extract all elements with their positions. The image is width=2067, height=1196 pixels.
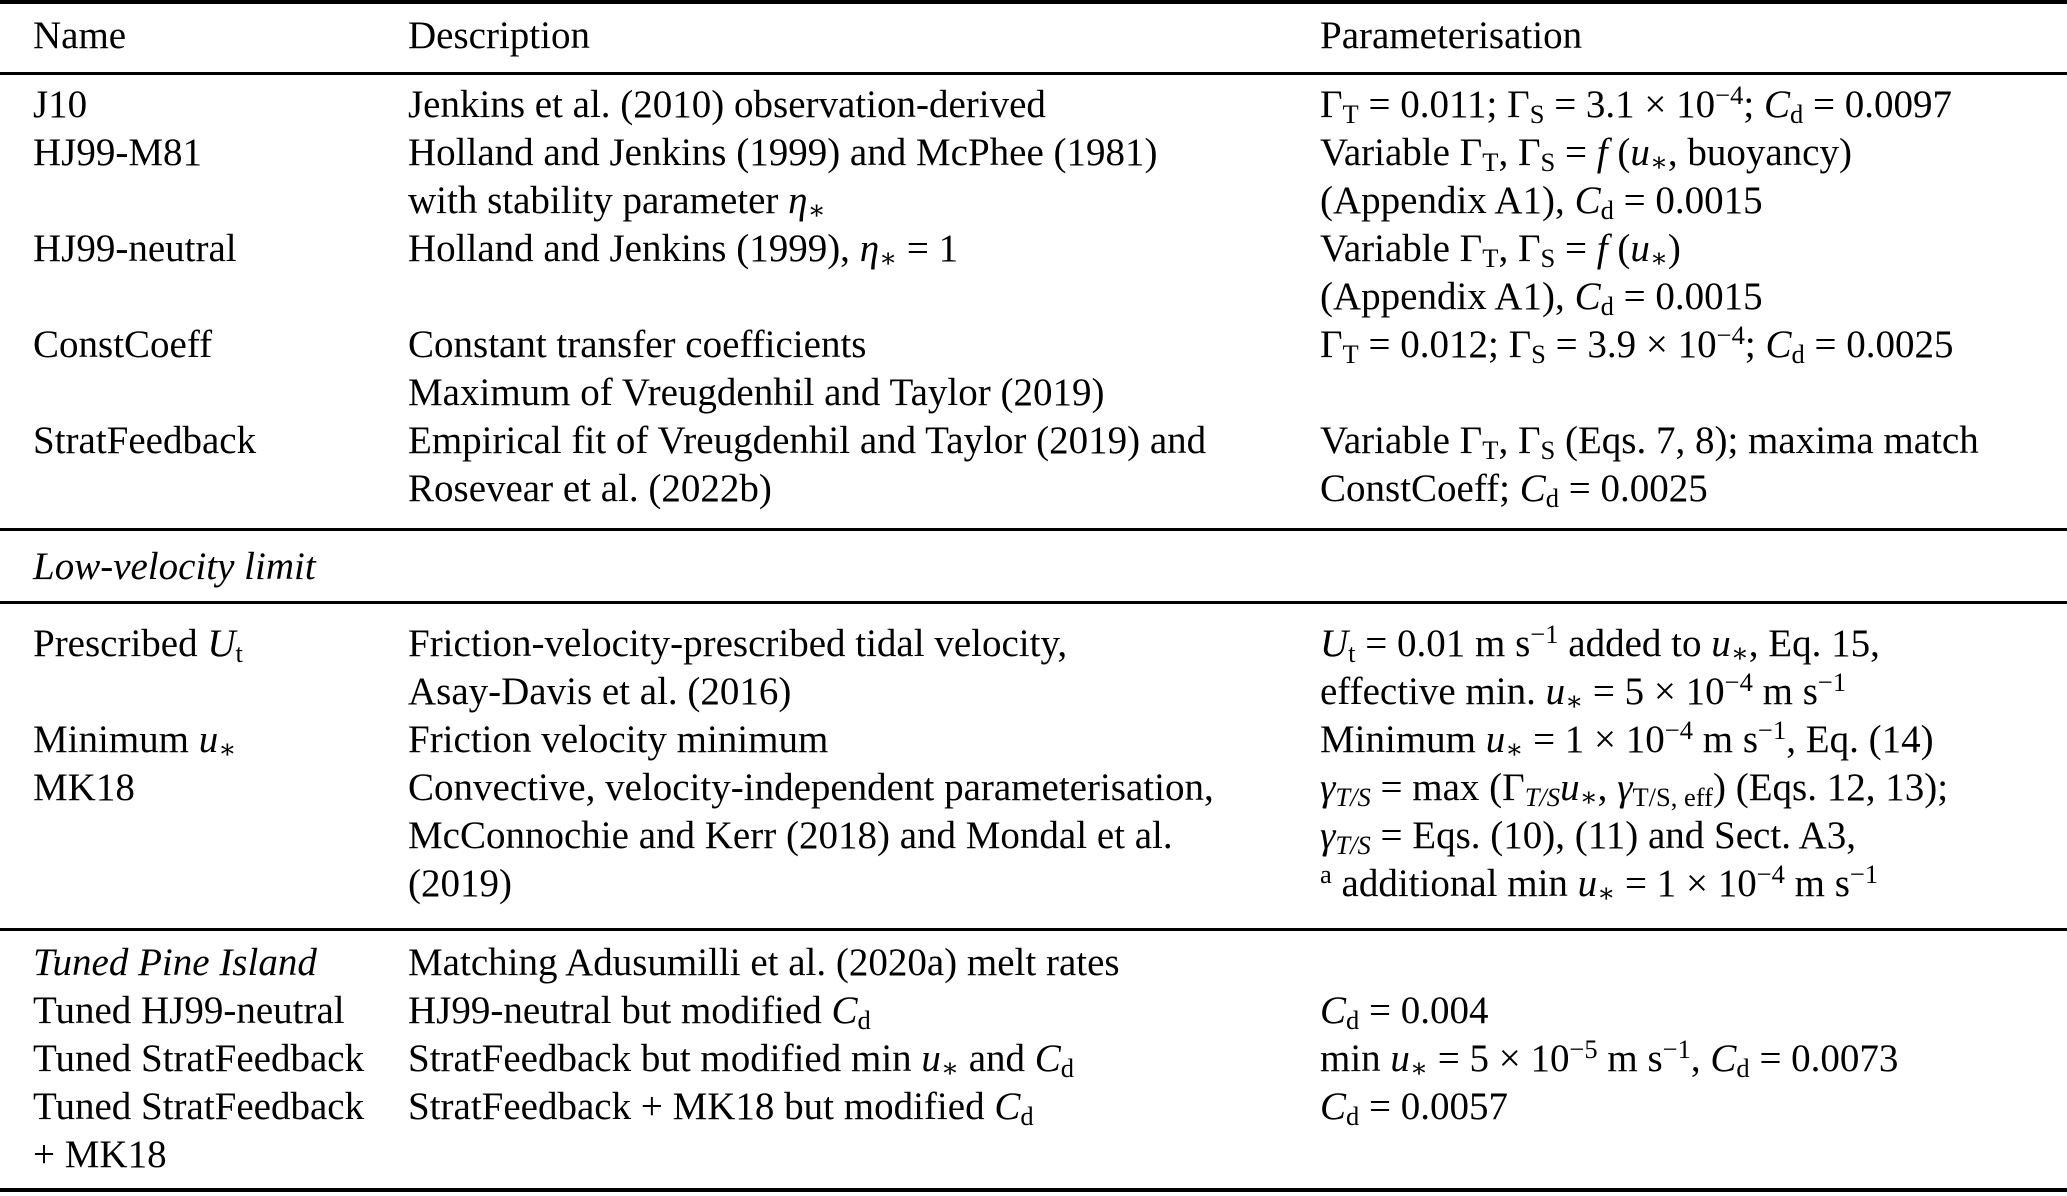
- table-row: [0, 1083, 2067, 1131]
- cell-name: Tuned StratFeedback: [33, 1037, 365, 1080]
- cell-name: Tuned StratFeedback: [33, 1085, 365, 1128]
- table-row: [0, 129, 2067, 177]
- cell-parameterisation: (Appendix A1), $C_d = 0.0015$: [1320, 179, 1763, 225]
- table-row: [0, 81, 2067, 129]
- cell-name: Prescribed $U_t$: [33, 622, 243, 668]
- cell-description: Convective, velocity-independent parameterisation,: [408, 766, 1214, 809]
- cell-parameterisation: Minimum $u_∗ = 1 \times 10^{-4}$ m $s^{-1}$, Eq. (14): [1320, 714, 1934, 764]
- cell-name: MK18: [33, 766, 135, 809]
- cell-parameterisation: $C_d = 0.0057$: [1320, 1085, 1509, 1131]
- cell-description: StratFeedback + MK18 but modified $C_d$: [408, 1085, 1034, 1131]
- table-row: [0, 225, 2067, 273]
- cell-parameterisation: ConstCoeff; $C_d = 0.0025$: [1320, 467, 1708, 513]
- cell-name: [33, 369, 408, 417]
- table-row: [0, 417, 2067, 465]
- table-row: [0, 987, 2067, 1035]
- cell-name: [33, 812, 408, 860]
- cell-description: Holland and Jenkins (1999), $\eta_∗ = 1$: [408, 227, 959, 273]
- table-row: [0, 1035, 2067, 1083]
- table-row: [0, 369, 2067, 417]
- cell-description: [408, 1131, 1320, 1179]
- cell-parameterisation: $\Gamma_T = 0.012$; $\Gamma_S = 3.9 \times 10^{-4}$; $C_d = 0.0025$: [1320, 319, 1954, 369]
- cell-description: Rosevear et al. (2022b): [408, 467, 772, 510]
- table-row: [0, 620, 2067, 668]
- cell-parameterisation: $\Gamma_T = 0.011$; $\Gamma_S = 3.1 \times 10^{-4}$; $C_d = 0.0097$: [1320, 79, 1953, 129]
- cell-parameterisation: [1320, 939, 2067, 987]
- table-row: [0, 321, 2067, 369]
- table-row: [0, 939, 2067, 987]
- column-header-name: Name: [33, 14, 127, 57]
- cell-description: Friction velocity minimum: [408, 718, 829, 761]
- cell-name: Tuned Pine Island: [33, 941, 317, 984]
- cell-name: HJ99-neutral: [33, 227, 237, 270]
- cell-description: Jenkins et al. (2010) observation-derived: [408, 83, 1046, 126]
- cell-name: [33, 465, 408, 513]
- section-heading-low-velocity-limit: Low-velocity limit: [33, 545, 316, 588]
- cell-description: (2019): [408, 862, 512, 905]
- cell-description: with stability parameter $\eta_∗$: [408, 179, 826, 225]
- cell-parameterisation: $U_t = 0.01$ m $s^{-1}$ added to $u_∗$, Eq. 15,: [1320, 618, 1880, 668]
- cell-parameterisation: $\gamma_{T/S}$ = Eqs. (10), (11) and Sect. A3,: [1320, 814, 1856, 860]
- cell-description: Constant transfer coefficients: [408, 323, 867, 366]
- cell-description: StratFeedback but modified $\min u_∗$ and $C_d$: [408, 1037, 1075, 1083]
- cell-parameterisation: Variable $\Gamma_T$, $\Gamma_S$ (Eqs. 7, 8); maxima match: [1320, 419, 1979, 465]
- cell-name: Tuned HJ99-neutral: [33, 989, 345, 1032]
- cell-name: StratFeedback: [33, 419, 257, 462]
- cell-description: Maximum of Vreugdenhil and Taylor (2019): [408, 371, 1105, 414]
- cell-description: Asay-Davis et al. (2016): [408, 670, 792, 713]
- cell-name: [33, 273, 408, 321]
- table-rule-bottom: [0, 1188, 2067, 1192]
- cell-parameterisation: $^a$ additional $\min u_∗ = 1 \times 10^{-4}$ m $s^{-1}$: [1320, 858, 1879, 908]
- cell-name: + MK18: [33, 1133, 167, 1176]
- table-row: [0, 1131, 2067, 1179]
- table-row: [0, 860, 2067, 908]
- cell-name: HJ99-M81: [33, 131, 203, 174]
- cell-parameterisation: (Appendix A1), $C_d = 0.0015$: [1320, 275, 1763, 321]
- cell-parameterisation: effective min. $u_∗ = 5 \times 10^{-4}$ m $s^{-1}$: [1320, 666, 1847, 716]
- table-row: [0, 273, 2067, 321]
- cell-name: [33, 668, 408, 716]
- table-row: [0, 764, 2067, 812]
- cell-description: McConnochie and Kerr (2018) and Mondal et al.: [408, 814, 1173, 857]
- cell-parameterisation: [1320, 369, 2067, 417]
- cell-parameterisation: $\gamma_{T/S} = \max (\Gamma_{T/S}u_∗$, $\gamma_{T/S, eff}$) (Eqs. 12, 13);: [1320, 766, 1949, 812]
- cell-parameterisation: $\min u_∗ = 5 \times 10^{-5}$ m $s^{-1}$, $C_d = 0.0073$: [1320, 1033, 1899, 1083]
- cell-description: Holland and Jenkins (1999) and McPhee (1981): [408, 131, 1158, 174]
- cell-description: [408, 273, 1320, 321]
- cell-parameterisation: [1320, 1131, 2067, 1179]
- table-header-row: [0, 4, 2067, 72]
- cell-description: HJ99-neutral but modified $C_d$: [408, 989, 871, 1035]
- table-section-low-velocity: [0, 604, 2067, 928]
- table-row: [0, 716, 2067, 764]
- cell-parameterisation: Variable $\Gamma_T$, $\Gamma_S = f$ ($u_∗$, buoyancy): [1320, 131, 1852, 177]
- cell-name: [33, 860, 408, 908]
- cell-name: [33, 177, 408, 225]
- column-header-parameterisation: Parameterisation: [1320, 14, 1583, 57]
- cell-name: Minimum $u_∗$: [33, 718, 237, 764]
- column-header-description: Description: [408, 14, 590, 57]
- cell-name: J10: [33, 83, 88, 126]
- cell-name: ConstCoeff: [33, 323, 213, 366]
- cell-description: Empirical fit of Vreugdenhil and Taylor (2019) and: [408, 419, 1207, 462]
- table-row: [0, 668, 2067, 716]
- cell-description: Friction-velocity-prescribed tidal velocity,: [408, 622, 1068, 665]
- table-row: [0, 465, 2067, 513]
- cell-parameterisation: $C_d = 0.004$: [1320, 989, 1489, 1035]
- table-row: [0, 177, 2067, 225]
- cell-description: Matching Adusumilli et al. (2020a) melt rates: [408, 941, 1120, 984]
- table-section-main: [0, 75, 2067, 528]
- cell-parameterisation: Variable $\Gamma_T$, $\Gamma_S = f$ $(u_∗)$: [1320, 227, 1681, 273]
- table-row: [0, 812, 2067, 860]
- table-section-tuned-pine-island: [0, 931, 2067, 1188]
